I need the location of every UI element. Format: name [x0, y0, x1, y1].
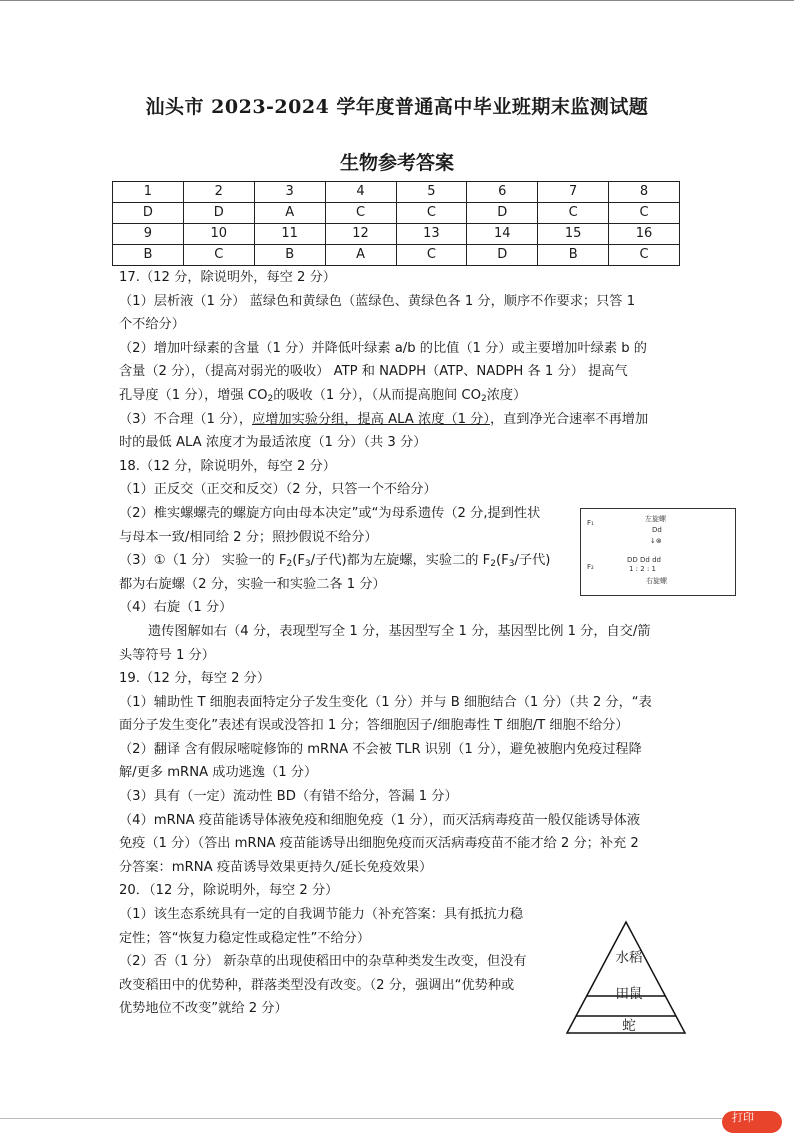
answer-cell: D — [183, 203, 254, 224]
q19-line: 免疫（1 分）（答出 mRNA 疫苗能诱导出细胞免疫而灭活病毒疫苗不能才给 2 分；补充 2 — [119, 836, 639, 852]
answer-cell: C — [396, 203, 467, 224]
answer-cell: A — [254, 203, 325, 224]
f2-phenotype: 右旋螺 — [646, 577, 667, 585]
question-number-cell: 2 — [183, 182, 254, 203]
f2-label: F₂ — [587, 563, 594, 571]
question-number-cell: 8 — [609, 182, 680, 203]
q17-line: （3）不合理（1 分），应增加实验分组，提高 ALA 浓度（1 分），直到净光合速率不再增加 — [119, 411, 649, 427]
answer-cell: B — [538, 245, 609, 266]
answer-cell: D — [467, 245, 538, 266]
q19-heading: 19.（12 分，每空 2 分） — [119, 671, 271, 687]
f2-genotypes: DD Dd dd — [627, 556, 661, 564]
answer-cell: A — [325, 245, 396, 266]
bottom-border — [0, 1118, 740, 1119]
question-number-cell: 15 — [538, 224, 609, 245]
answer-row — [113, 203, 680, 224]
q17-line: 个不给分） — [119, 317, 185, 333]
print-button[interactable]: 打印 — [722, 1111, 782, 1133]
self-cross-symbol: ↓⊗ — [650, 537, 662, 545]
answer-cell: C — [325, 203, 396, 224]
genetic-cross-diagram — [580, 508, 736, 596]
question-number-cell: 6 — [467, 182, 538, 203]
question-number-cell: 7 — [538, 182, 609, 203]
question-number-cell: 11 — [254, 224, 325, 245]
q18-line: 遗传图解如右（4 分，表现型写全 1 分，基因型写全 1 分，基因型比例 1 分，自交/箭 — [148, 623, 651, 639]
answer-cell: C — [396, 245, 467, 266]
answer-cell: C — [183, 245, 254, 266]
q19-line: （2）翻译 含有假尿嘧啶修饰的 mRNA 不会被 TLR 识别（1 分），避免被胞内免疫过程降 — [119, 741, 642, 757]
q20-line: （1）该生态系统具有一定的自我调节能力（补充答案：具有抵抗力稳 — [119, 907, 524, 923]
q19-line: 面分子发生变化”表述有误或没答扣 1 分；答细胞因子/细胞毒性 T 细胞/T 细胞不给分） — [119, 718, 629, 734]
question-number-cell: 12 — [325, 224, 396, 245]
q20-line: 优势地位不改变”就给 2 分） — [119, 1001, 288, 1017]
q17-line: 孔导度（1 分），增强 $CO_2$的吸收（1 分），（从而提高胞间 $CO_2$浓度） — [119, 387, 527, 404]
answer-cell: C — [538, 203, 609, 224]
q17-line: （2）增加叶绿素的含量（1 分）并降低叶绿素 a/b 的比值（1 分）或主要增加叶绿素 b 的 — [119, 340, 647, 356]
pyramid-label-rice: 水稻 — [615, 950, 643, 966]
question-number-cell: 16 — [609, 224, 680, 245]
q17-line: （1）层析液（1 分） 蓝绿色和黄绿色（蓝绿色、黄绿色各 1 分，顺序不作要求；只答 1 — [119, 293, 636, 309]
f2-ratio: 1 : 2 : 1 — [629, 565, 656, 573]
q19-line: （4）mRNA 疫苗能诱导体液免疫和细胞免疫（1 分），而灭活病毒疫苗一般仅能诱导体液 — [119, 812, 641, 828]
question-number-cell: 10 — [183, 224, 254, 245]
question-number-cell: 1 — [113, 182, 184, 203]
underlined-answer: 应增加实验分组，提高 ALA 浓度（1 分） — [252, 411, 490, 427]
question-number-cell: 14 — [467, 224, 538, 245]
q18-line: 都为右旋螺（2 分，实验一和实验二各 1 分） — [119, 576, 386, 592]
f1-phenotype: 左旋螺 — [645, 515, 666, 523]
q18-line: （2）椎实螺螺壳的螺旋方向由母本决定”或“为母系遗传（2 分,提到性状 — [119, 505, 541, 521]
answer-table — [112, 181, 680, 266]
q20-heading: 20．（12 分，除说明外，每空 2 分） — [119, 883, 339, 899]
answer-content — [119, 266, 679, 1021]
pyramid-label-snake: 蛇 — [622, 1018, 636, 1034]
page-subtitle: 生物参考答案 — [339, 152, 454, 174]
answer-cell: D — [467, 203, 538, 224]
q18-line: （1）正反交（正交和反交）（2 分，只答一个不给分） — [119, 482, 437, 498]
page-title: 汕头市 2023-2024 学年度普通高中毕业班期末监测试题 — [145, 96, 649, 118]
q18-line: （3）①（1 分） 实验一的 $F_2(F_3/$子代)都为左旋螺，实验二的 $F_2(F_3/$子代) — [119, 553, 551, 570]
energy-pyramid — [565, 920, 687, 1036]
q17-heading: 17.（12 分，除说明外，每空 2 分） — [119, 270, 336, 285]
q18-line: 头等符号 1 分） — [119, 647, 215, 663]
answer-cell: B — [254, 245, 325, 266]
q20-line: 定性；答“恢复力稳定性或稳定性”不给分） — [119, 930, 371, 946]
q18-line: 与母本一致/相同给 2 分；照抄假说不给分） — [119, 529, 378, 545]
q20-line: （2）否（1 分） 新杂草的出现使稻田中的杂草种类发生改变，但没有 — [119, 954, 527, 970]
q19-line: 分答案：mRNA 疫苗诱导效果更持久/延长免疫效果） — [119, 859, 433, 875]
f1-label: F₁ — [587, 519, 594, 527]
question-number-cell: 5 — [396, 182, 467, 203]
q19-line: （1）辅助性 T 细胞表面特定分子发生变化（1 分）并与 B 细胞结合（1 分）（共 2 分，“表 — [119, 694, 652, 710]
q18-heading: 18.（12 分，除说明外，每空 2 分） — [119, 458, 336, 474]
q19-line: （3）具有（一定）流动性 BD（有错不给分，答漏 1 分） — [119, 789, 458, 805]
question-number-cell: 13 — [396, 224, 467, 245]
question-number-row — [113, 182, 680, 203]
q20-line: 改变稻田中的优势种，群落类型没有改变。（2 分，强调出“优势种或 — [119, 977, 515, 993]
question-number-cell: 4 — [325, 182, 396, 203]
f1-genotype: Dd — [652, 526, 662, 534]
q18-line: （4）右旋（1 分） — [119, 600, 233, 616]
answer-cell: C — [609, 203, 680, 224]
top-border — [0, 0, 794, 1]
answer-cell: C — [609, 245, 680, 266]
q19-line: 解/更多 mRNA 成功逃逸（1 分） — [119, 765, 318, 781]
q17-line: 时的最低 ALA 浓度才为最适浓度（1 分）（共 3 分） — [119, 435, 427, 451]
q17-line: 含量（2 分），（提高对弱光的吸收） ATP 和 NADPH（ATP、NADPH 各 1 分） 提高气 — [119, 364, 628, 380]
question-number-cell: 9 — [113, 224, 184, 245]
pyramid-label-vole: 田鼠 — [615, 986, 643, 1002]
question-number-cell: 3 — [254, 182, 325, 203]
answer-cell: B — [113, 245, 184, 266]
answer-row — [113, 245, 680, 266]
question-number-row — [113, 224, 680, 245]
answer-cell: D — [113, 203, 184, 224]
